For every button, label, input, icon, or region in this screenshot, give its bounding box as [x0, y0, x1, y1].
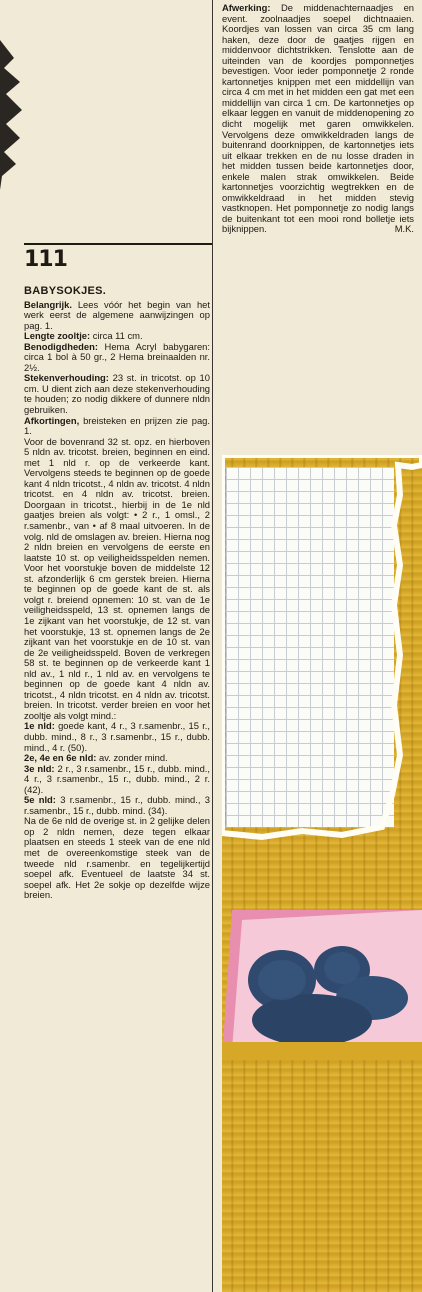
instruction-label: 1e nld: [24, 720, 55, 732]
instruction-text: breisteken en prijzen zie pag. 1. [24, 414, 210, 437]
instruction-label: Afkortingen, [24, 414, 80, 426]
instruction-paragraph [24, 373, 210, 415]
pattern-number-header [24, 243, 212, 272]
finishing-instructions [222, 3, 414, 235]
starburst-graphic [0, 40, 22, 190]
instruction-text: 3 r.samenbr., 15 r., dubb. mind., 3 r.samenbr., 15 r., dubb. mind. (34). [24, 794, 210, 816]
instruction-paragraph [24, 764, 210, 796]
instruction-paragraph [24, 795, 210, 816]
instruction-label: Belangrijk. [24, 298, 72, 310]
pattern-title: BABYSOKJES. [24, 285, 107, 297]
instruction-label: Benodigdheden: [24, 340, 98, 352]
instruction-text: circa 11 cm. [90, 330, 143, 342]
instruction-text: 23 st. in tricotst. op 10 cm. U dient zich aan deze stekenverhouding te houden; zo nodig dikkere of dunnere nldn gebruiken. [24, 372, 210, 416]
instruction-label: 5e nld: [24, 794, 56, 806]
instruction-text: Lees vóór het begin van het werk eerst de algemene aanwijzingen op pag. 1. [24, 298, 210, 331]
instruction-paragraph [24, 342, 210, 374]
photo-collage [222, 455, 422, 1292]
instruction-text: Na de 6e nld de overige st. in 2 gelijke delen op 2 nldn nemen, deze tegen elkaar plaatsen en steeds 1 steek van de ene nld met de overeenkomstige steek van de tweede nld r.samenbr. en tegelijkertijd soepel afk. Eventueel de laatste 34 st. soepel afk. Het 2e sokje op dezelfde wijze breien. [24, 815, 210, 901]
pattern-instructions [24, 286, 210, 901]
finishing-paragraph [222, 3, 414, 235]
instruction-paragraph [24, 816, 210, 900]
instruction-paragraph [24, 300, 210, 332]
finishing-text: De middenachternaadjes en event. zoolnaadjes soepel dichtnaaien. Koordjes van lossen van circa 35 cm lang haken, deze door de gaatjes rijgen en middenvoor dichtstrikken. Tenslotte aan de uiteinden van de koordjes pomponnetjes bevestigen. Voor ieder pomponnetje 2 ronde kartonnetjes knippen met een middellijn van circa 4 cm met in het midden een gat met een middellijn van circa 1 cm. De kartonnetjes op elkaar leggen en vanuit de middenopening zo dicht mogelijk met garen omwikkelen. Vervolgens deze omwikkeldraden langs de buitenrand doorknippen, de kartonnetjes iets uit elkaar trekken en de nu losse draden in het midden tussen beide kartonnetjes door, enkele malen strak omwikkelen. Beide kartonnetjes voorzichtig wegtrekken en de omwikkeldraad in het midden stevig vastknopen. Het pomponnetje zo nodig langs de buitenkant tot een mooi rond bolletje iets bijknippen. [222, 2, 414, 235]
instruction-paragraph [24, 416, 210, 437]
instruction-text: 2 r., 3 r.samenbr., 15 r., dubb. mind., 4 r., 3 r.samenbr., 15 r., dubb. mind., 2 r. (42). [24, 762, 210, 795]
instructions-column-left [24, 0, 213, 1292]
instruction-text: av. zonder mind. [96, 752, 168, 764]
instruction-paragraph [24, 721, 210, 753]
author-signature: M.K. [394, 223, 414, 235]
finishing-label: Afwerking: [222, 2, 271, 13]
instruction-text: Voor de bovenrand 32 st. opz. en hierboven 5 nldn av. tricotst. breien, beginnen en eind. met 1 nld r. op de verkeerde kant. Vervolgens steeds te beginnen op de goede kant 4 nldn tricotst., 4 nldn av. tricotst. 4 nldn tricotst. en 4 nldn av. tricotst. breien. Doorgaan in tricotst., hierbij in de 1e nld gaatjes breien als volgt: • 2 r., 1 omsl., 2 r.samenbr., van • af 8 maal uitvoeren. In de volg. nld de omslagen av. breien. Hierna nog 2 nldn breien en vervolgens de eerste en laatste 10 st. op veiligheidsspelden nemen. Voor het voorstukje boven de middelste 12 st. afzonderlijk 6 cm gerstek breien. Hierna te beginnen op de goede kant de st. als volgt r. breiend opnemen: 10 st. van de 1e veiligheidsspeld, 13 st. opnemen langs de 1e zijkant van het voorstukje, de 12 st. van het voorstukje, 13 st. opnemen langs de 2e zijkant van het voorstukje en de 10 st. van de 2e veiligheidsspeld. Boven de verkregen 58 st. te beginnen op de verkeerde kant 1 nld av., 1 nld r., 1 nld av. en vervolgens te beginnen op de goede kant 4 nldn av. tricotst., 4 nldn tricotst. en 4 nldn av. tricotst. breien. In tricotst. verder breien en voor het zooltje als volgt mind.: [24, 435, 210, 721]
instruction-paragraph [24, 437, 210, 722]
instruction-label: Stekenverhouding: [24, 372, 109, 384]
instruction-label: 2e, 4e en 6e nld: [24, 752, 97, 764]
instruction-text: Hema Acryl babygaren: circa 1 bol à 50 gr., 2 Hema breinaalden nr. 2½. [24, 340, 210, 373]
instruction-label: Lengte zooltje: [24, 330, 91, 342]
baby-sock-photo [222, 910, 422, 1060]
instruction-text: goede kant, 4 r., 3 r.samenbr., 15 r., dubb. mind., 8 r., 3 r.samenbr., 15 r., dubb. mind., 4 r. (50). [24, 720, 211, 753]
pattern-number: 111 [24, 247, 67, 272]
instruction-label: 3e nld: [24, 762, 55, 774]
torn-paper-edge [222, 455, 422, 850]
